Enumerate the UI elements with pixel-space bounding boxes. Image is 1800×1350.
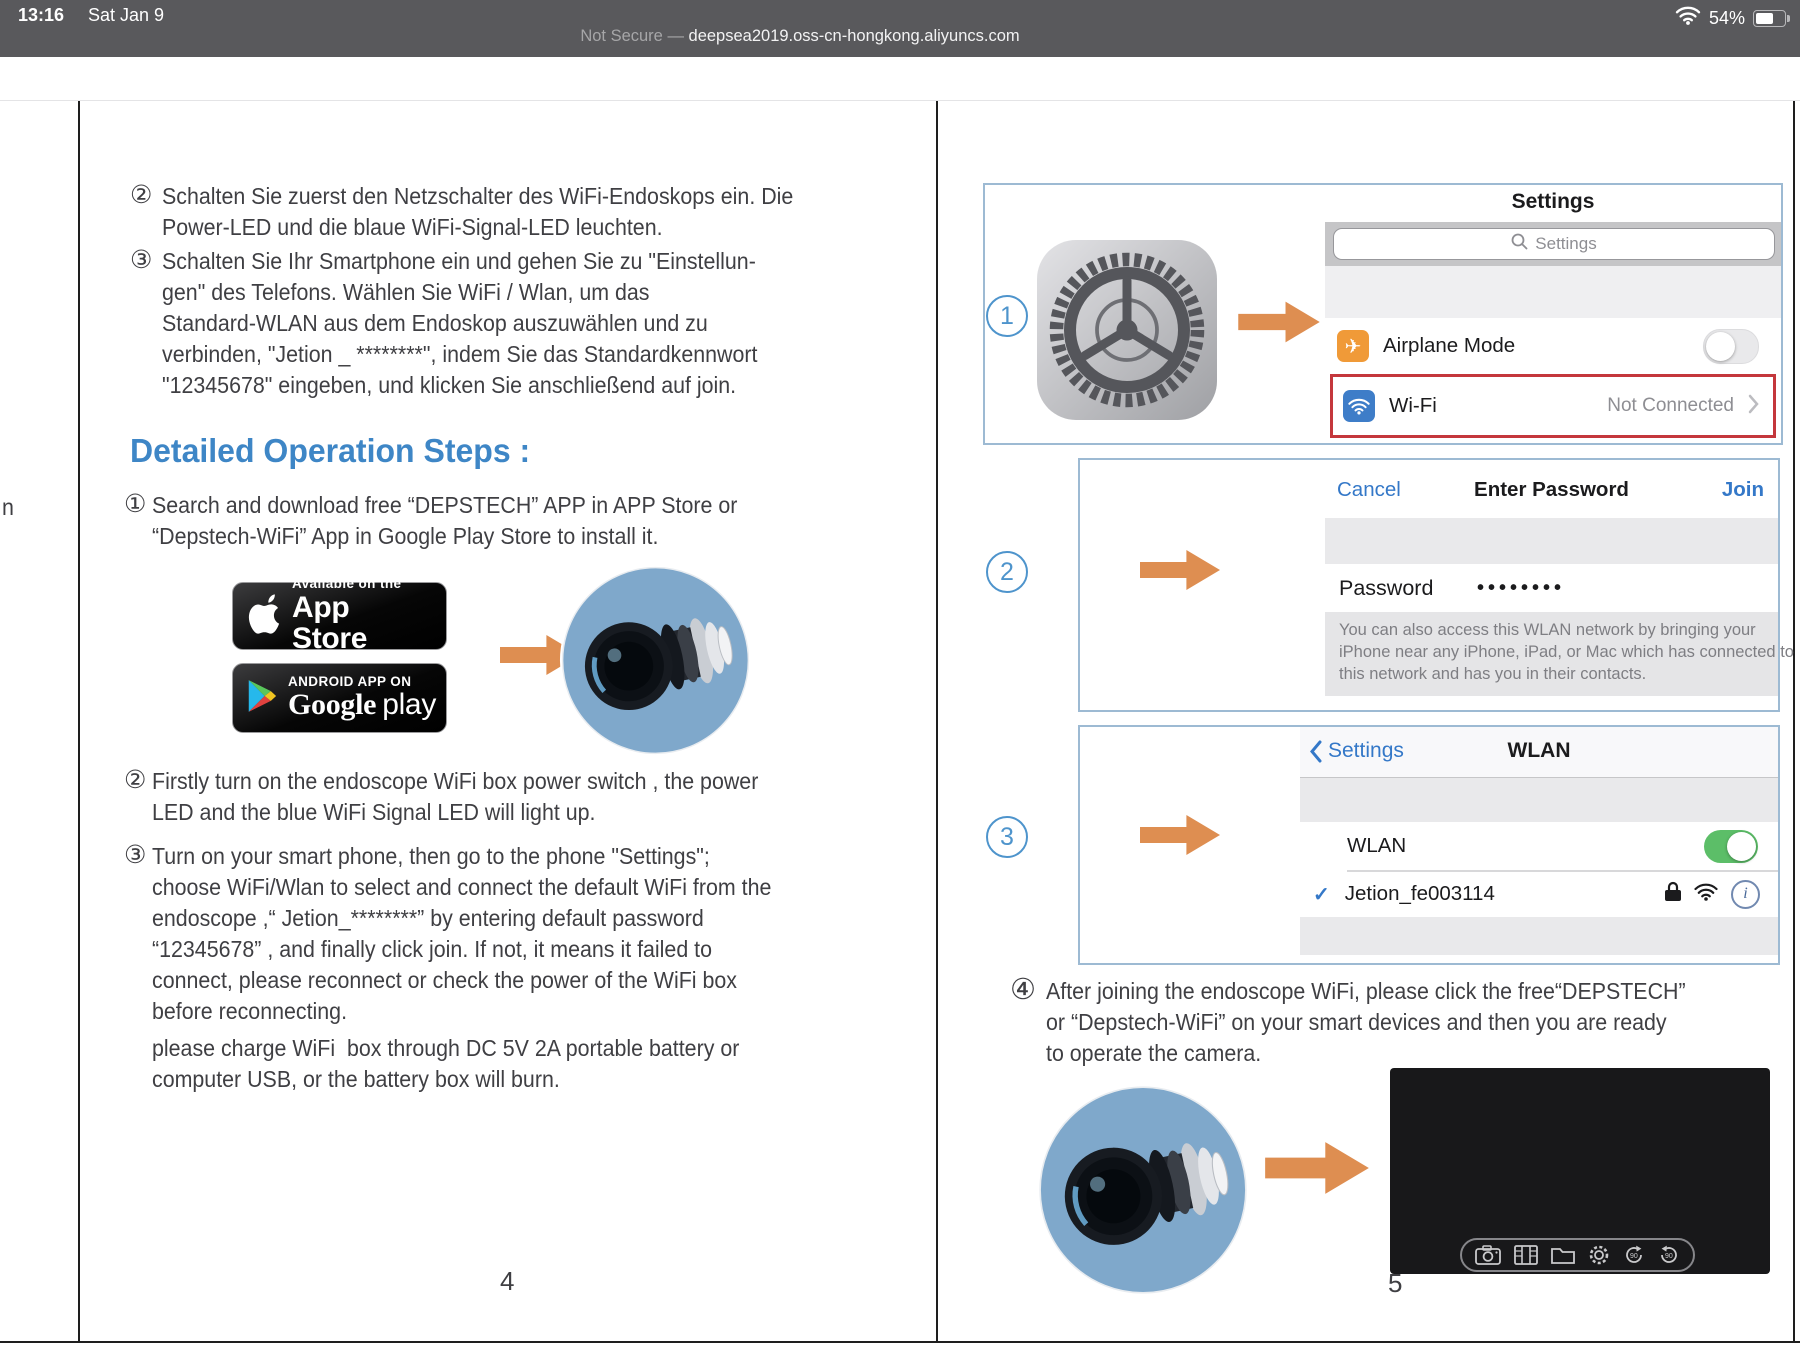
page-number-right: 5 [1388, 1268, 1403, 1298]
page-right-border [1793, 101, 1795, 1343]
right-arrow-icon [1238, 300, 1320, 349]
step-number: ③ [124, 841, 147, 869]
text-line: Standard-WLAN aus dem Endoskop auszuwählen und zu [162, 310, 708, 336]
text-line: computer USB, or the battery box will burn. [152, 1066, 560, 1092]
step-number: ③ [130, 246, 153, 274]
figure-number-2: 2 [986, 551, 1028, 593]
password-label: Password [1339, 576, 1434, 600]
network-name: Jetion_fe003114 [1344, 882, 1495, 905]
note-line: iPhone near any iPhone, iPad, or Mac which has connected to [1339, 643, 1794, 661]
section-heading: Detailed Operation Steps : [130, 432, 531, 469]
back-button: Settings [1328, 739, 1404, 762]
info-icon: i [1731, 880, 1760, 909]
endoscope-camera-image [558, 563, 753, 763]
wifi-row-highlighted [1330, 374, 1776, 438]
page-divider [936, 101, 938, 1343]
search-placeholder: Settings [1535, 234, 1597, 253]
network-name-field [1325, 518, 1778, 564]
chevron-right-icon [1748, 394, 1759, 419]
text-line: Firstly turn on the endoscope WiFi box power switch , the power [152, 768, 759, 794]
airplane-mode-row [1325, 318, 1781, 374]
figure-number-1: 1 [986, 295, 1028, 337]
camera-toolbar [1460, 1238, 1695, 1272]
step-number: ④ [1010, 974, 1036, 1006]
text-line: Search and download free “DEPSTECH” APP in APP Store or [152, 492, 738, 518]
step-number: ② [124, 766, 147, 794]
text-line: "12345678" eingeben, und klicken Sie anschließend auf join. [162, 372, 737, 398]
wlan-label: WLAN [1347, 834, 1407, 857]
step-number: ② [130, 181, 153, 209]
badge-store-name: Google [288, 688, 377, 722]
network-row [1300, 871, 1778, 917]
text-line: Power-LED und die blaue WiFi-Signal-LED leuchten. [162, 214, 663, 240]
text-line: verbinden, "Jetion _ ********", indem Sie das Standardkennwort [162, 341, 758, 367]
screen-title: Settings [1511, 190, 1595, 213]
settings-gear-app-icon [1037, 240, 1217, 425]
apple-logo-icon [247, 593, 281, 640]
google-play-triangle-icon [247, 678, 277, 719]
join-button: Join [1721, 478, 1764, 501]
rotate-90-icon [1623, 1244, 1645, 1266]
checkmark-icon: ✓ [1313, 883, 1330, 906]
google-play-badge [232, 663, 447, 733]
edge-text-fragment: n [2, 494, 14, 520]
badge-tagline: ANDROID APP ON [288, 674, 412, 690]
wifi-signal-icon [1694, 883, 1718, 906]
wifi-status: Not Connected [1607, 395, 1734, 416]
ios-enter-password-screenshot [1325, 460, 1794, 710]
wifi-label: Wi-Fi [1389, 394, 1437, 417]
app-store-badge [232, 576, 447, 656]
screen-title: Enter Password [1474, 478, 1629, 501]
url-separator: — [662, 27, 689, 45]
text-line: Schalten Sie zuerst den Netzschalter des WiFi-Endoskops ein. Die [162, 183, 794, 209]
ios-wlan-screenshot [1300, 727, 1778, 963]
text-line: LED and the blue WiFi Signal LED will light up. [152, 799, 596, 825]
right-arrow-icon [1140, 813, 1220, 862]
text-line: gen" des Telefons. Wählen Sie WiFi / Wlan, um das [162, 279, 650, 305]
text-line: Schalten Sie Ihr Smartphone ein und gehen Sie zu "Einstellun- [162, 248, 756, 274]
right-arrow-icon [1262, 1140, 1372, 1201]
status-bar [0, 0, 1800, 57]
not-secure-label: Not Secure [580, 27, 663, 45]
date: Sat Jan 9 [88, 5, 165, 25]
clock: 13:16 [18, 5, 65, 25]
text-line: or “Depstech-WiFi” on your smart devices and then you are ready [1046, 1009, 1667, 1035]
note-line: You can also access this WLAN network by bringing your [1339, 621, 1756, 639]
video-film-icon [1514, 1245, 1538, 1265]
page-left-border [78, 101, 80, 1343]
camera-app-screen [1390, 1068, 1770, 1274]
page-bottom-border [0, 1341, 1800, 1343]
toolbar-divider [0, 100, 1800, 101]
text-line: “12345678” , and finally click join. If not, it means it failed to [152, 936, 713, 962]
svg-text:90: 90 [1630, 1253, 1638, 1260]
airplane-toggle [1703, 329, 1759, 364]
figure-number-3: 3 [986, 816, 1028, 858]
rotate-90-icon [1658, 1244, 1680, 1266]
text-line: please charge WiFi box through DC 5V 2A portable battery or [152, 1035, 740, 1061]
wifi-blue-icon [1343, 390, 1375, 422]
text-line: After joining the endoscope WiFi, please click the free“DEPSTECH” [1046, 978, 1686, 1004]
endoscope-camera-image [1035, 1082, 1251, 1303]
screen-title: WLAN [1507, 739, 1571, 762]
step-number: ① [124, 490, 147, 518]
battery-percent: 54% [1708, 7, 1745, 28]
cancel-button: Cancel [1337, 478, 1401, 501]
settings-gear-icon [1588, 1244, 1610, 1266]
text-line: connect, please reconnect or check the power of the WiFi box [152, 967, 737, 993]
text-line: before reconnecting. [152, 998, 348, 1024]
badge-store-name-2: play [382, 688, 437, 722]
wlan-toggle-row [1300, 822, 1778, 870]
page-number-left: 4 [500, 1266, 515, 1296]
lock-icon [1665, 881, 1681, 907]
text-line: “Depstech-WiFi” App in Google Play Store to install it. [152, 523, 659, 549]
text-line: endoscope ,“ Jetion_********” by entering default password [152, 905, 704, 931]
wlan-toggle [1704, 830, 1758, 863]
note-line: this network and has you in their contacts. [1339, 665, 1647, 683]
text-line: Turn on your smart phone, then go to the phone "Settings"; [152, 843, 710, 869]
url-field[interactable] [0, 27, 1600, 46]
text-line: choose WiFi/Wlan to select and connect the default WiFi from the [152, 874, 772, 900]
airplane-icon: ✈ [1337, 330, 1369, 362]
camera-icon [1475, 1245, 1501, 1265]
password-dots: •••••••• [1477, 577, 1566, 599]
right-arrow-icon [1140, 548, 1220, 597]
url-domain: deepsea2019.oss-cn-hongkong.aliyuncs.com [688, 27, 1020, 45]
text-line: to operate the camera. [1046, 1040, 1262, 1066]
battery-icon [1753, 10, 1786, 27]
svg-text:90: 90 [1665, 1253, 1673, 1260]
wifi-icon [1675, 6, 1701, 30]
folder-icon [1551, 1245, 1575, 1265]
search-input [1333, 228, 1775, 260]
badge-tagline: Available on the [292, 576, 402, 592]
airplane-mode-label: Airplane Mode [1383, 334, 1516, 357]
badge-store-name: App Store [292, 590, 368, 656]
search-icon [1511, 233, 1528, 255]
